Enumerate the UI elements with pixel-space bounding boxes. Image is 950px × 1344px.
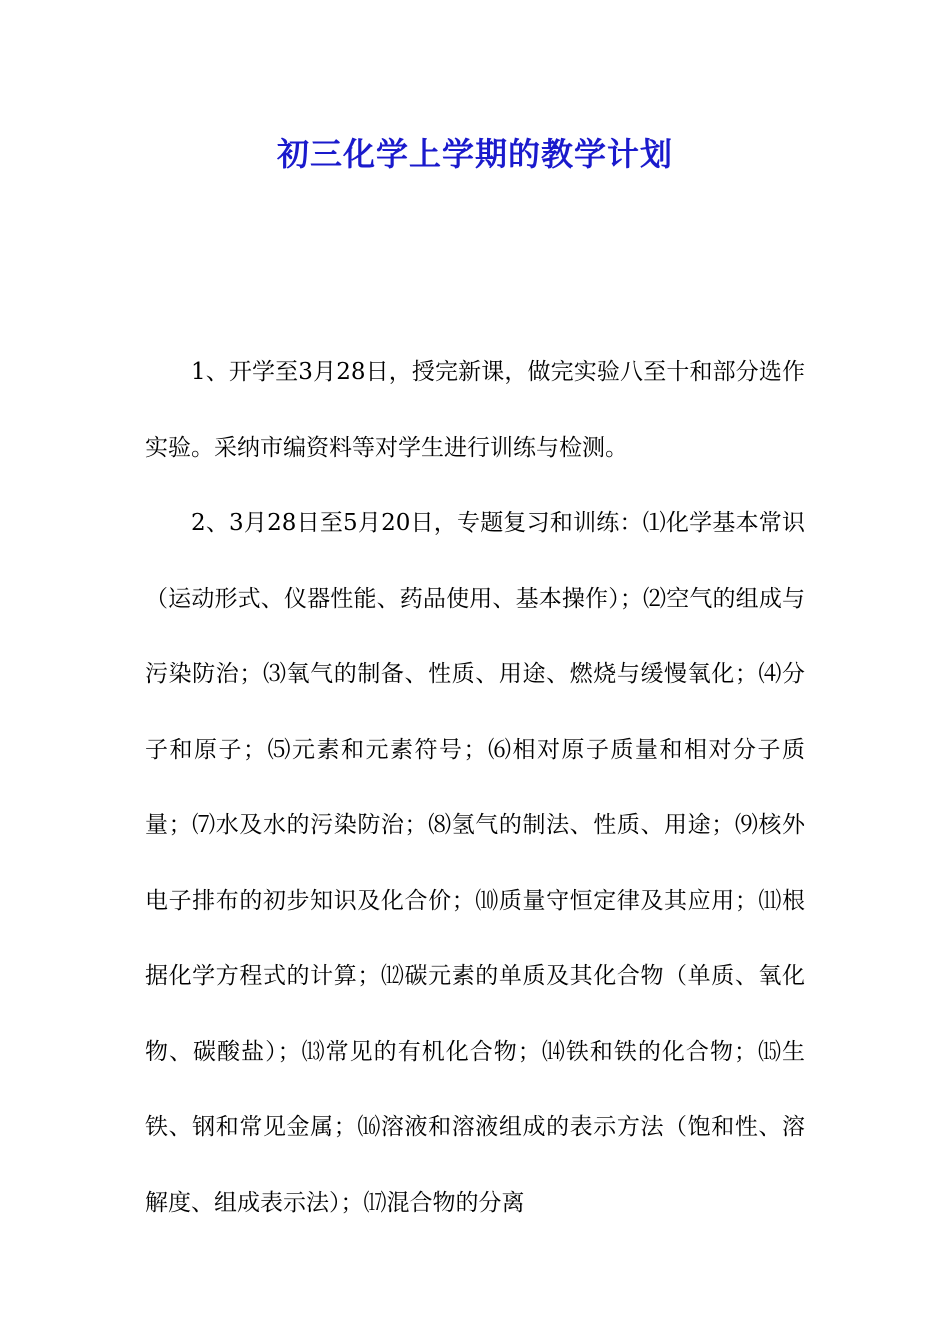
page-title: 初三化学上学期的教学计划 [276,135,673,173]
paragraph-1: 1、开学至3月28日，授完新课，做完实验八至十和部分选作实验。采纳市编资料等对学生进行训练与检测。 [145,359,805,461]
paragraph-2: 2、3月28日至5月20日，专题复习和训练：⑴化学基本常识（运动形式、仪器性能、药品使用、基本操作）；⑵空气的组成与污染防治；⑶氧气的制备、性质、用途、燃烧与缓慢氧化；⑷分子和原子；⑸元素和元素符号；⑹相对原子质量和相对分子质量；⑺水及水的污染防治；⑻氢气的制法、性质、用途；⑼核外电子排布的初步知识及化合价；⑽质量守恒定律及其应用；⑾根据化学方程式的计算；⑿碳元素的单质及其化合物（单质、氧化物、碳酸盐）；⒀常见的有机化合物；⒁铁和铁的化合物；⒂生铁、钢和常见金属；⒃溶液和溶液组成的表示方法（饱和性、溶解度、组成表示法）；⒄混合物的分离 [145,510,805,1216]
document-body [145,335,805,1241]
